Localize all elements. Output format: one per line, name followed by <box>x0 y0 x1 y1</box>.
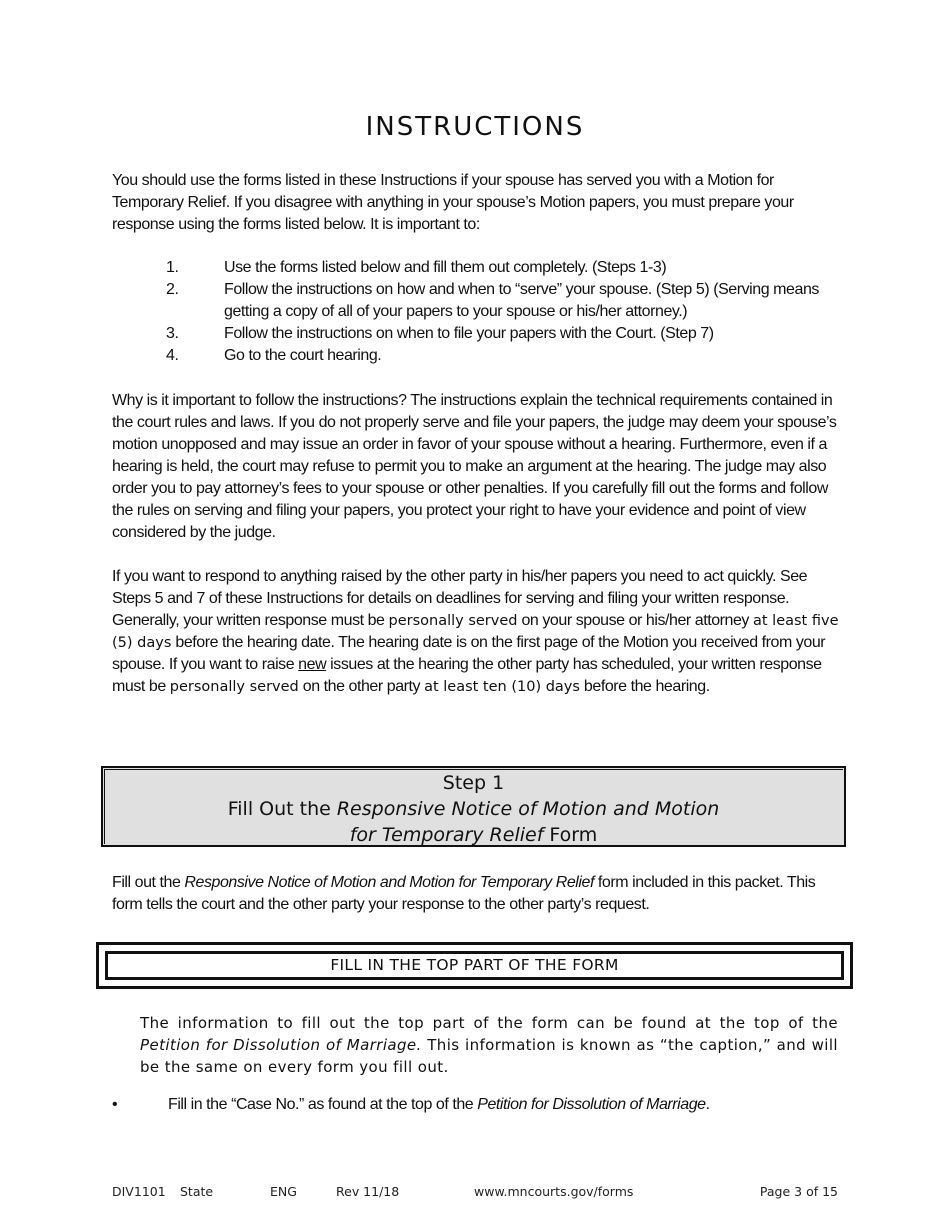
why-paragraph: Why is it important to follow the instructions? The instructions explain the technical requirements contained in the court rules and laws. If you do not properly serve and file your papers, the judge may deem your spouse’s motion unopposed and may issue an order in favor of your spouse without a hearing. Furthermore, even if a hearing is held, the court may refuse to permit you to make an argument at the hearing. The judge may also order you to pay attorney’s fees to your spouse or other penalties. If you carefully fill out the forms and follow the rules on serving and filing your papers, you protect your right to have your evidence and point of view considered by the judge. <box>112 392 837 541</box>
footer-form-id: DIV1101 <box>112 1184 166 1199</box>
page-footer <box>112 1184 838 1204</box>
footer-language: ENG <box>270 1184 297 1199</box>
list-item: 1. Use the forms listed below and fill them out completely. (Steps 1-3) <box>166 259 667 276</box>
list-item: 3. Follow the instructions on when to file your papers with the Court. (Step 7) <box>166 325 714 342</box>
footer-revision: Rev 11/18 <box>336 1184 400 1199</box>
step-1-description: Fill out the Responsive Notice of Motion and Motion for Temporary Relief form included in this packet. This form tells the court and the other party your response to the other party’s request. <box>112 874 816 913</box>
bullet-icon: • <box>112 1096 118 1113</box>
intro-paragraph: You should use the forms listed in these Instructions if your spouse has served you with a Motion for Temporary Relief. If you disagree with anything in your spouse’s Motion papers, you must prepare your response using the forms listed below. It is important to: <box>112 172 794 233</box>
footer-state: State <box>180 1184 214 1199</box>
bullet-text: Fill in the “Case No.” as found at the top of the Petition for Dissolution of Marriage. <box>168 1096 710 1113</box>
step-title-line-1: Fill Out the Responsive Notice of Motion and Motion <box>227 798 720 820</box>
respond-paragraph: If you want to respond to anything raised by the other party in his/her papers you need to act quickly. See Steps 5 and 7 of these Instructions for details on deadlines for serving and filing your written response. Generally, your written response must be personally served on your spouse or his/her attorney at least five (5) days before the hearing date. The hearing date is on the first page of the Motion you received from your spouse. If you want to raise new issues at the hearing the other party has scheduled, your written response must be personally served on the other party at least ten (10) days before the hearing. <box>112 568 839 695</box>
list-item: 2. Follow the instructions on how and when to “serve” your spouse. (Step 5) (Serving means getting a copy of all of your papers to your spouse or his/her attorney.) <box>166 281 819 320</box>
caption-info-paragraph: The information to fill out the top part of the form can be found at the top of the Petition for Dissolution of Marriage. This information is known as “the caption,” and will be the same on every form you fill out. <box>140 1014 838 1076</box>
step-title-line-2: for Temporary Relief Form <box>349 824 598 846</box>
footer-url: www.mncourts.gov/forms <box>474 1184 634 1199</box>
step-1-header <box>101 766 846 847</box>
bullet-item <box>112 1094 852 1116</box>
list-item: 4. Go to the court hearing. <box>166 347 382 364</box>
page-title: INSTRUCTIONS <box>365 112 585 142</box>
section-header-box <box>96 942 853 989</box>
section-header-label: FILL IN THE TOP PART OF THE FORM <box>105 951 844 980</box>
numbered-list <box>166 257 846 367</box>
step-label: Step 1 <box>442 772 505 794</box>
footer-page-number: Page 3 of 15 <box>759 1184 838 1199</box>
